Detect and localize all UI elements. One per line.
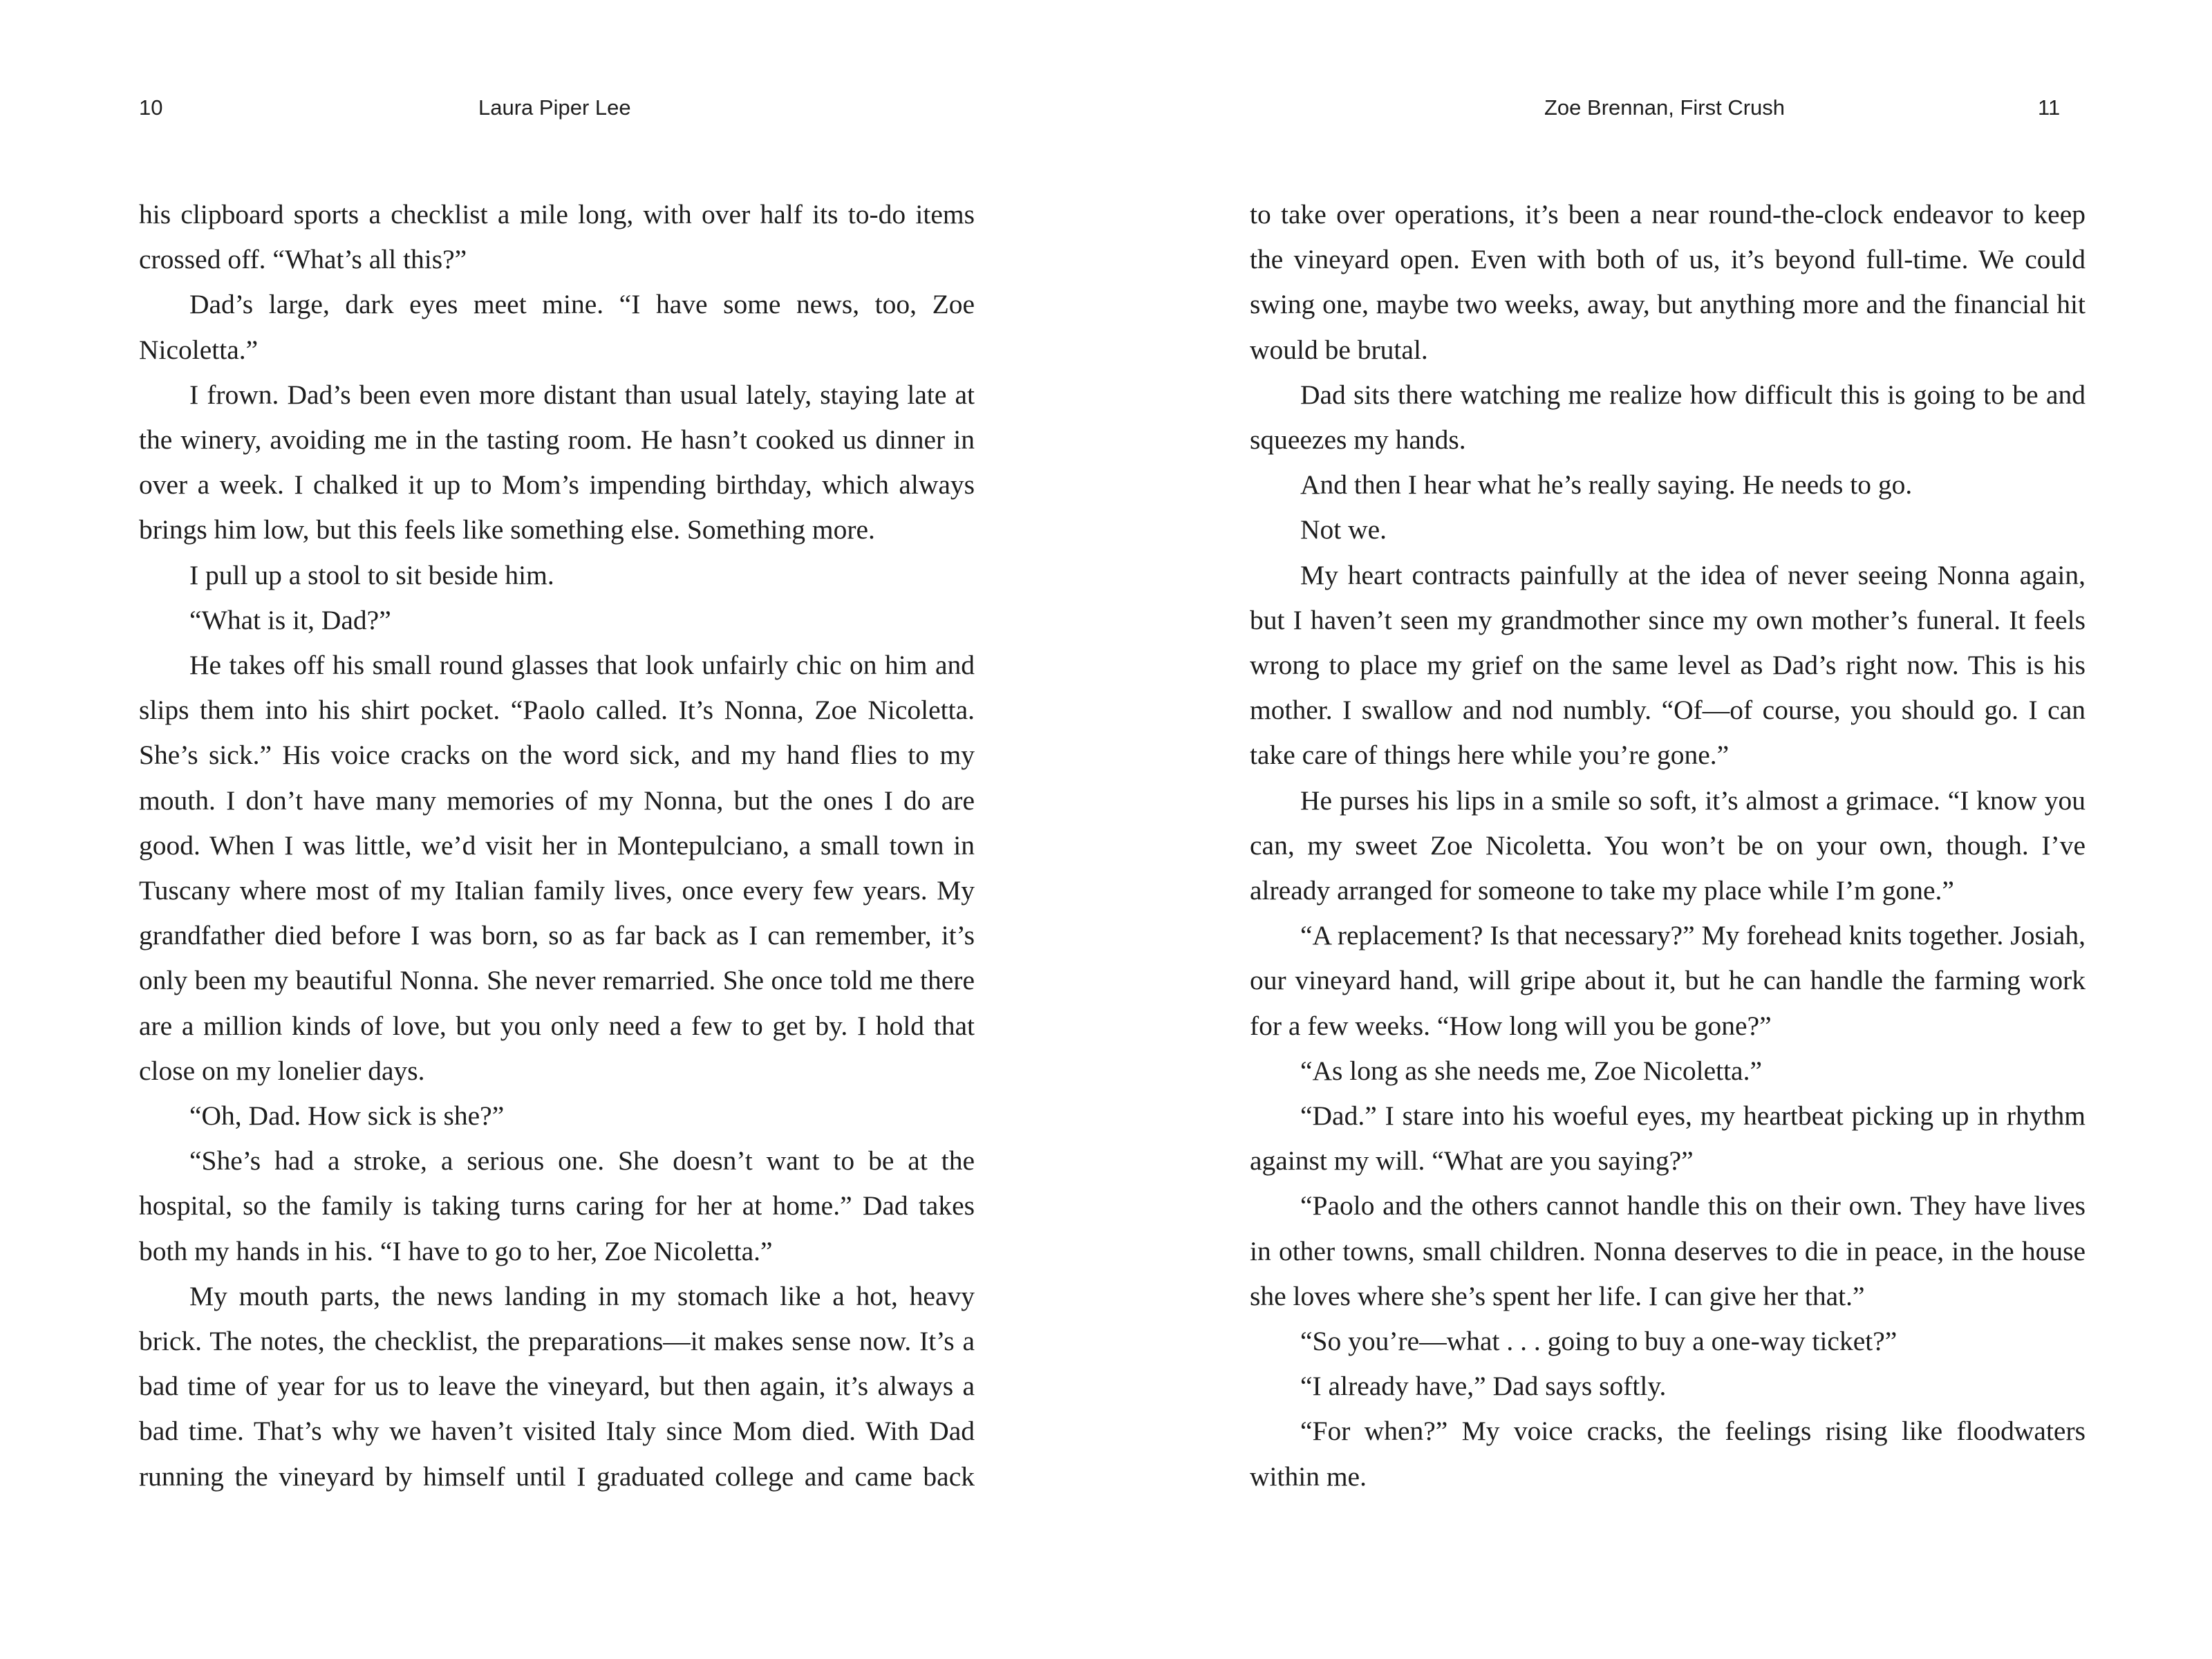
paragraph: to take over operations, it’s been a near round-the-clock endeavor to keep the vineyard open. Even with both of us, it’s beyond full-time. We could swing one, maybe two weeks, away, but anything more and the financial hit would be brutal. — [1250, 199, 2086, 365]
page-number: 10 — [139, 95, 163, 120]
paragraph: He takes off his small round glasses that look unfairly chic on him and slips them into his shirt pocket. “Paolo called. It’s Nonna, Zoe Nicoletta. She’s sick.” His voice cracks on the word sick, and my hand flies to my mouth. I don’t have many memories of my Nonna, but the ones I do are good. When I was little, we’d visit her in Montepulciano, a small town in Tuscany where most of my Italian family lives, once every few years. My grandfather died before I was born, so as far back as I can remember, it’s only been my beautiful Nonna. She never remarried. She once told me there are a million kinds of love, but you only need a few to get by. I hold that close on my lonelier days. — [139, 650, 975, 1086]
paragraph: I pull up a stool to sit beside him. — [189, 559, 554, 590]
paragraph: “I already have,” Dad says softly. — [1300, 1371, 1667, 1402]
paragraph: Dad sits there watching me realize how difficult this is going to be and squeezes my hands. — [1250, 379, 2086, 456]
paragraph: “Dad.” I stare into his woeful eyes, my heartbeat picking up in rhythm against my will. “What are you saying?” — [1250, 1100, 2086, 1177]
paragraph: He purses his lips in a smile so soft, it’s almost a grimace. “I know you can, my sweet Zoe Nicoletta. You won’t be on your own, though. I’ve already arranged for someone to take my place while I’m gone.” — [1250, 785, 2086, 906]
paragraph: Not we. — [1300, 514, 1387, 545]
paragraph: “She’s had a stroke, a serious one. She doesn’t want to be at the hospital, so the family is taking turns caring for her at home.” Dad takes both my hands in his. “I have to go to her, Zoe Nicoletta.” — [139, 1145, 975, 1266]
paragraph: “So you’re—what . . . going to buy a one-way ticket?” — [1300, 1326, 1897, 1357]
paragraph: “For when?” My voice cracks, the feelings rising like floodwaters within me. — [1250, 1416, 2086, 1492]
paragraph: And then I hear what he’s really saying. He needs to go. — [1300, 469, 1913, 500]
paragraph: My heart contracts painfully at the idea of never seeing Nonna again, but I haven’t seen my grandmother since my own mother’s funeral. It feels wrong to place my grief on the same level as Dad’s right now. This is his mother. I swallow and nod numbly. “Of—of course, you should go. I can take care of things here while you’re gone.” — [1250, 559, 2086, 771]
paragraph: “Oh, Dad. How sick is she?” — [189, 1100, 505, 1132]
running-head-author: Laura Piper Lee — [478, 95, 631, 120]
paragraph: “As long as she needs me, Zoe Nicoletta.” — [1300, 1055, 1762, 1086]
right-page — [1106, 0, 2212, 1659]
body-text — [1250, 192, 2086, 1499]
paragraph: “Paolo and the others cannot handle this on their own. They have lives in other towns, small children. Nonna deserves to die in peace, in the house she loves where she’s spent her life. I can give her that.” — [1250, 1190, 2086, 1311]
paragraph: his clipboard sports a checklist a mile long, with over half its to-do items crossed off. “What’s all this?” — [139, 199, 975, 275]
paragraph: I frown. Dad’s been even more distant than usual lately, staying late at the winery, avoiding me in the tasting room. He hasn’t cooked us dinner in over a week. I chalked it up to Mom’s impending birthday, which always brings him low, but this feels like something else. Something more. — [139, 379, 975, 545]
paragraph: “A replacement? Is that necessary?” My forehead knits together. Josiah, our vineyard hand, will gripe about it, but he can handle the farming work for a few weeks. “How long will you be gone?” — [1250, 920, 2086, 1041]
paragraph: Dad’s large, dark eyes meet mine. “I have some news, too, Zoe Nicoletta.” — [139, 289, 975, 365]
paragraph-continued: My mouth parts, the news landing in my stomach like a hot, heavy brick. The notes, the checklist, the preparations—it makes sense now. It’s a bad time of year for us to leave the vineyard, but then again, it’s always a bad time. That’s why we haven’t visited Italy since Mom died. With Dad running the vineyard by himself until I graduated college and came back — [139, 1280, 975, 1492]
body-text — [139, 192, 975, 1499]
page-number: 11 — [2038, 95, 2061, 120]
running-head-title: Zoe Brennan, First Crush — [1544, 95, 1785, 120]
paragraph: “What is it, Dad?” — [189, 604, 391, 635]
